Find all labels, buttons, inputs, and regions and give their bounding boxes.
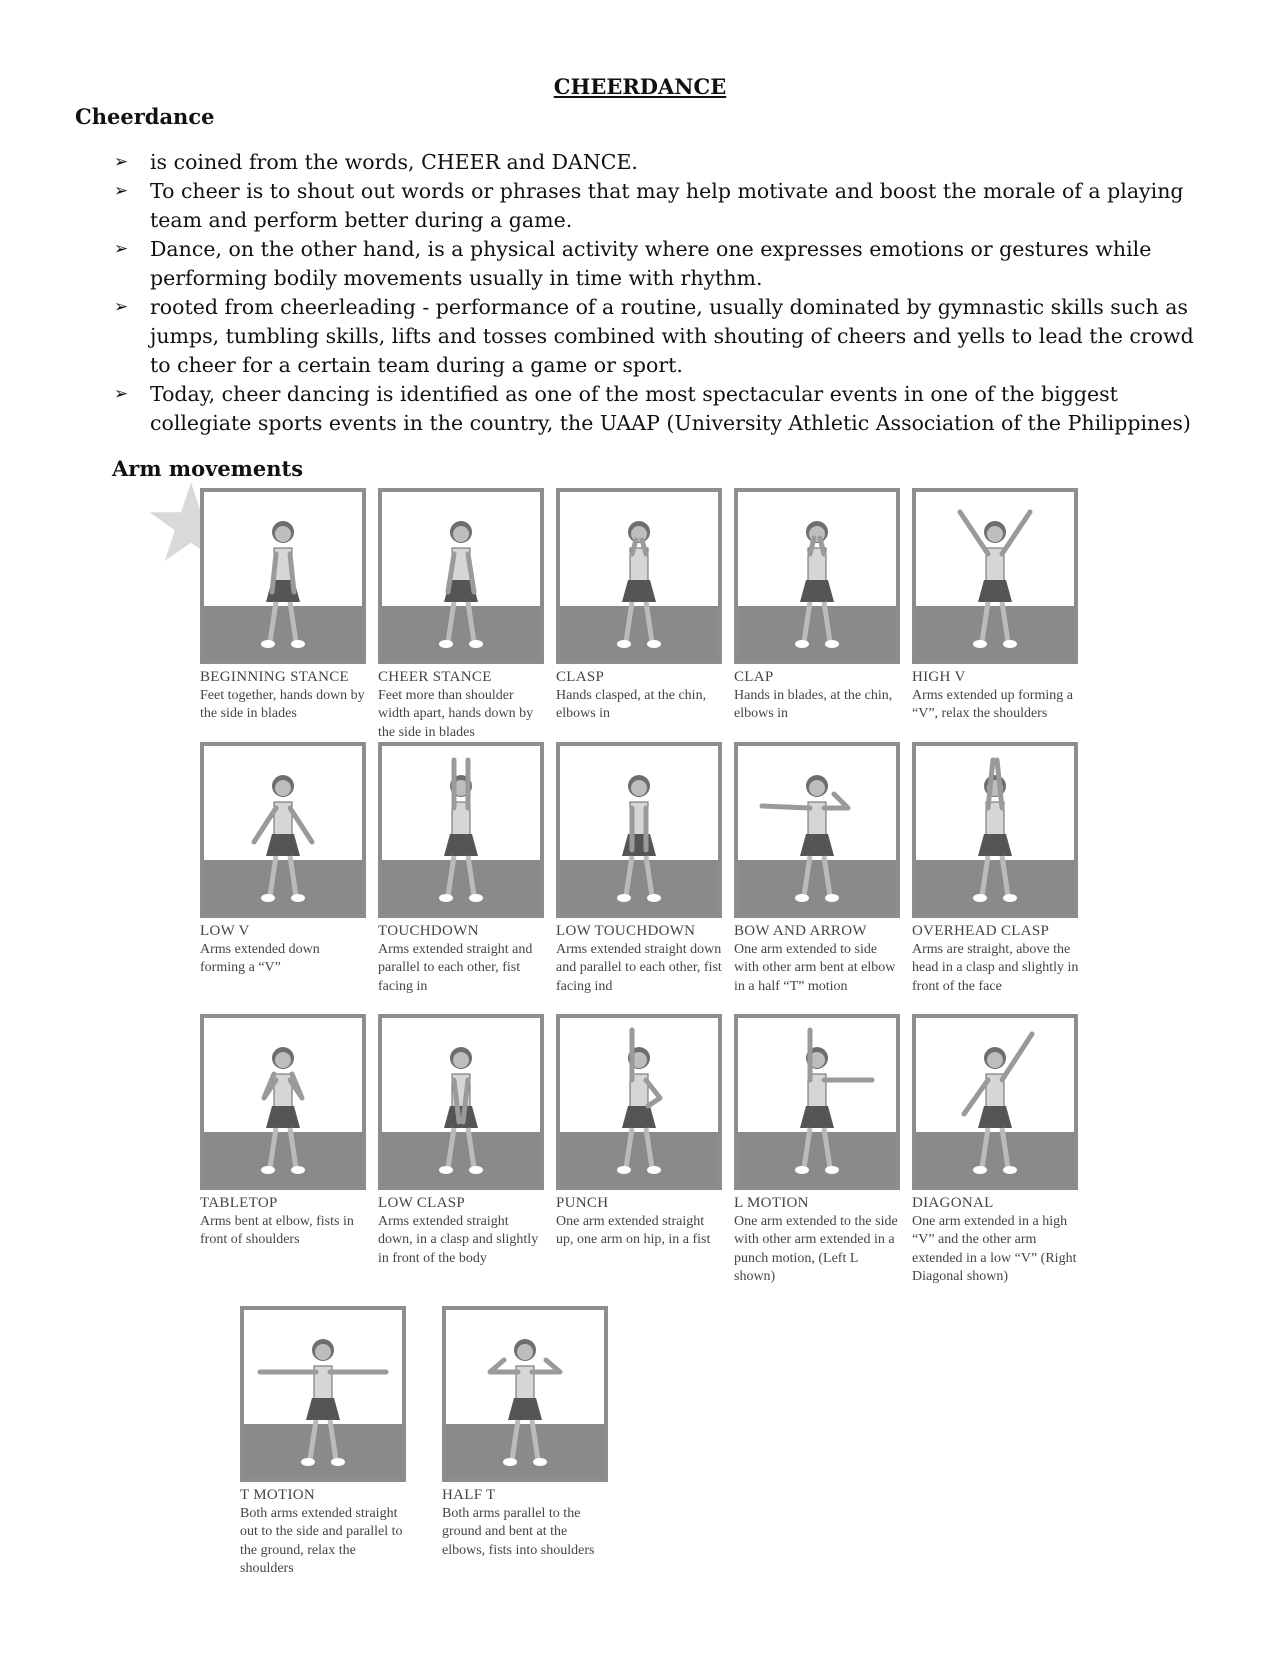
figure-arm — [960, 512, 988, 554]
figure-skirt — [800, 834, 834, 856]
definition-list — [112, 148, 1202, 438]
movement-description: One arm extended to the side with other arm extended in a punch motion, (Left L shown) — [734, 1213, 898, 1284]
movement-photo — [200, 742, 366, 918]
movement-photo — [912, 488, 1078, 664]
document-title: CHEERDANCE — [553, 74, 727, 99]
movement-name: CLAP — [734, 669, 774, 685]
movement-name: LOW V — [200, 923, 250, 939]
figure-skirt — [978, 580, 1012, 602]
movement-description: Arms extended up forming a “V”, relax the shoulders — [912, 687, 1073, 721]
movement-description: Arms are straight, above the head in a clasp and slightly in front of the face — [912, 941, 1079, 994]
figure-skirt — [622, 580, 656, 602]
arm-movement-card — [556, 742, 724, 996]
arrow-bullet-icon: ➢ — [114, 297, 129, 317]
movement-photo — [378, 488, 544, 664]
movement-name: TABLETOP — [200, 1195, 278, 1211]
movement-name: DIAGONAL — [912, 1195, 994, 1211]
figure-skirt — [306, 1398, 340, 1420]
figure-skirt — [622, 834, 656, 856]
arm-movement-card — [734, 742, 902, 996]
arm-movement-card — [442, 1306, 610, 1560]
arrow-bullet-icon: ➢ — [114, 152, 129, 172]
figure-skirt — [978, 1106, 1012, 1128]
figure-skirt — [800, 1106, 834, 1128]
movement-name: BOW AND ARROW — [734, 923, 867, 939]
movement-name: T MOTION — [240, 1487, 316, 1503]
movement-photo — [556, 1014, 722, 1190]
bullet-item: ➢ To cheer is to shout out words or phrases that may help motivate and boost the morale of a playing team and perform better during a game. — [114, 179, 1184, 232]
movement-photo — [912, 742, 1078, 918]
movement-photo — [556, 742, 722, 918]
arm-movement-card — [200, 1014, 368, 1250]
figure-arm — [1002, 512, 1030, 554]
figure-skirt — [266, 1106, 300, 1128]
movement-description: Arms extended straight down and parallel to each other, fist facing ind — [556, 941, 722, 994]
figure-skirt — [622, 1106, 656, 1128]
movement-name: HIGH V — [912, 669, 966, 685]
movement-photo — [442, 1306, 608, 1482]
arm-movement-card — [200, 742, 368, 978]
movement-photo — [734, 1014, 900, 1190]
section-heading-arm-movements: Arm movements — [112, 456, 304, 481]
figure-skirt — [266, 834, 300, 856]
movement-description: One arm extended straight up, one arm on hip, in a fist — [556, 1213, 711, 1247]
movement-description: One arm extended in a high “V” and the other arm extended in a low “V” (Right Diagonal shown) — [912, 1213, 1077, 1284]
movement-description: Both arms parallel to the ground and bent at the elbows, fists into shoulders — [442, 1505, 595, 1558]
movement-photo — [556, 488, 722, 664]
movement-name: LOW CLASP — [378, 1195, 466, 1211]
bullet-item: ➢ rooted from cheerleading - performance of a routine, usually dominated by gymnastic skills such as jumps, tumbling skills, lifts and tosses combined with shouting of cheers and yells to lead the crowd to cheer for a certain team during a game or sport. — [114, 295, 1194, 377]
movement-photo — [200, 1014, 366, 1190]
movement-description: Arms extended down forming a “V” — [200, 941, 320, 975]
figure-skirt — [444, 834, 478, 856]
arm-movement-card — [734, 488, 902, 724]
figure-arm — [762, 806, 810, 808]
movement-name: TOUCHDOWN — [378, 923, 479, 939]
arm-movement-card — [556, 488, 724, 724]
section-heading-cheerdance: Cheerdance — [75, 104, 215, 129]
arm-movement-card — [378, 1014, 546, 1268]
arm-movement-card — [378, 742, 546, 996]
movement-photo — [378, 1014, 544, 1190]
figure-skirt — [444, 1106, 478, 1128]
arrow-bullet-icon: ➢ — [114, 239, 129, 259]
figure-arm — [1002, 1034, 1032, 1080]
figure-arm — [997, 760, 1002, 808]
arm-movement-card — [734, 1014, 902, 1287]
arm-movement-card — [200, 488, 368, 724]
movement-name: PUNCH — [556, 1195, 609, 1211]
movement-description: Feet more than shoulder width apart, hands down by the side in blades — [378, 687, 534, 740]
movement-description: Feet together, hands down by the side in blades — [200, 687, 365, 721]
arm-movement-card — [378, 488, 546, 742]
figure-arm — [824, 794, 848, 808]
movement-name: BEGINNING STANCE — [200, 669, 350, 685]
movement-description: Arms extended straight down, in a clasp and slightly in front of the body — [378, 1213, 539, 1266]
movement-description: Hands clasped, at the chin, elbows in — [556, 687, 707, 721]
movement-photo — [734, 488, 900, 664]
arm-movement-card — [912, 1014, 1080, 1287]
movement-name: OVERHEAD CLASP — [912, 923, 1050, 939]
arm-movement-card — [912, 742, 1080, 996]
figure-arm — [490, 1360, 518, 1372]
figure-skirt — [978, 834, 1012, 856]
figure-skirt — [508, 1398, 542, 1420]
movement-description: Both arms extended straight out to the side and parallel to the ground, relax the shoulders — [240, 1505, 403, 1576]
arrow-bullet-icon: ➢ — [114, 384, 129, 404]
arm-movement-card — [912, 488, 1080, 724]
movement-photo — [240, 1306, 406, 1482]
movement-photo — [734, 742, 900, 918]
arrow-bullet-icon: ➢ — [114, 181, 129, 201]
bullet-item: ➢ Dance, on the other hand, is a physical activity where one expresses emotions or gestures while performing bodily movements usually in time with rhythm. — [114, 237, 1152, 290]
figure-skirt — [800, 580, 834, 602]
movement-name: LOW TOUCHDOWN — [556, 923, 696, 939]
arm-movement-card — [240, 1306, 408, 1579]
arm-movement-card — [556, 1014, 724, 1250]
figure-arm — [988, 760, 993, 808]
movement-photo — [378, 742, 544, 918]
movement-description: Arms bent at elbow, fists in front of shoulders — [200, 1213, 354, 1247]
bullet-item: ➢ is coined from the words, CHEER and DANCE. — [112, 148, 1202, 177]
movement-name: CHEER STANCE — [378, 669, 492, 685]
movement-description: Hands in blades, at the chin, elbows in — [734, 687, 893, 721]
movement-name: L MOTION — [734, 1195, 809, 1211]
bullet-item: ➢ Today, cheer dancing is identified as one of the most spectacular events in one of the biggest collegiate sports events in the country, the UAAP (University Athletic Association of the Philippines) — [114, 382, 1191, 435]
movement-photo — [200, 488, 366, 664]
movement-description: Arms extended straight and parallel to each other, fist facing in — [378, 941, 533, 994]
figure-arm — [532, 1360, 560, 1372]
movement-description: One arm extended to side with other arm bent at elbow in a half “T” motion — [734, 941, 896, 994]
movement-name: HALF T — [442, 1487, 496, 1503]
movement-name: CLASP — [556, 669, 605, 685]
movement-photo — [912, 1014, 1078, 1190]
